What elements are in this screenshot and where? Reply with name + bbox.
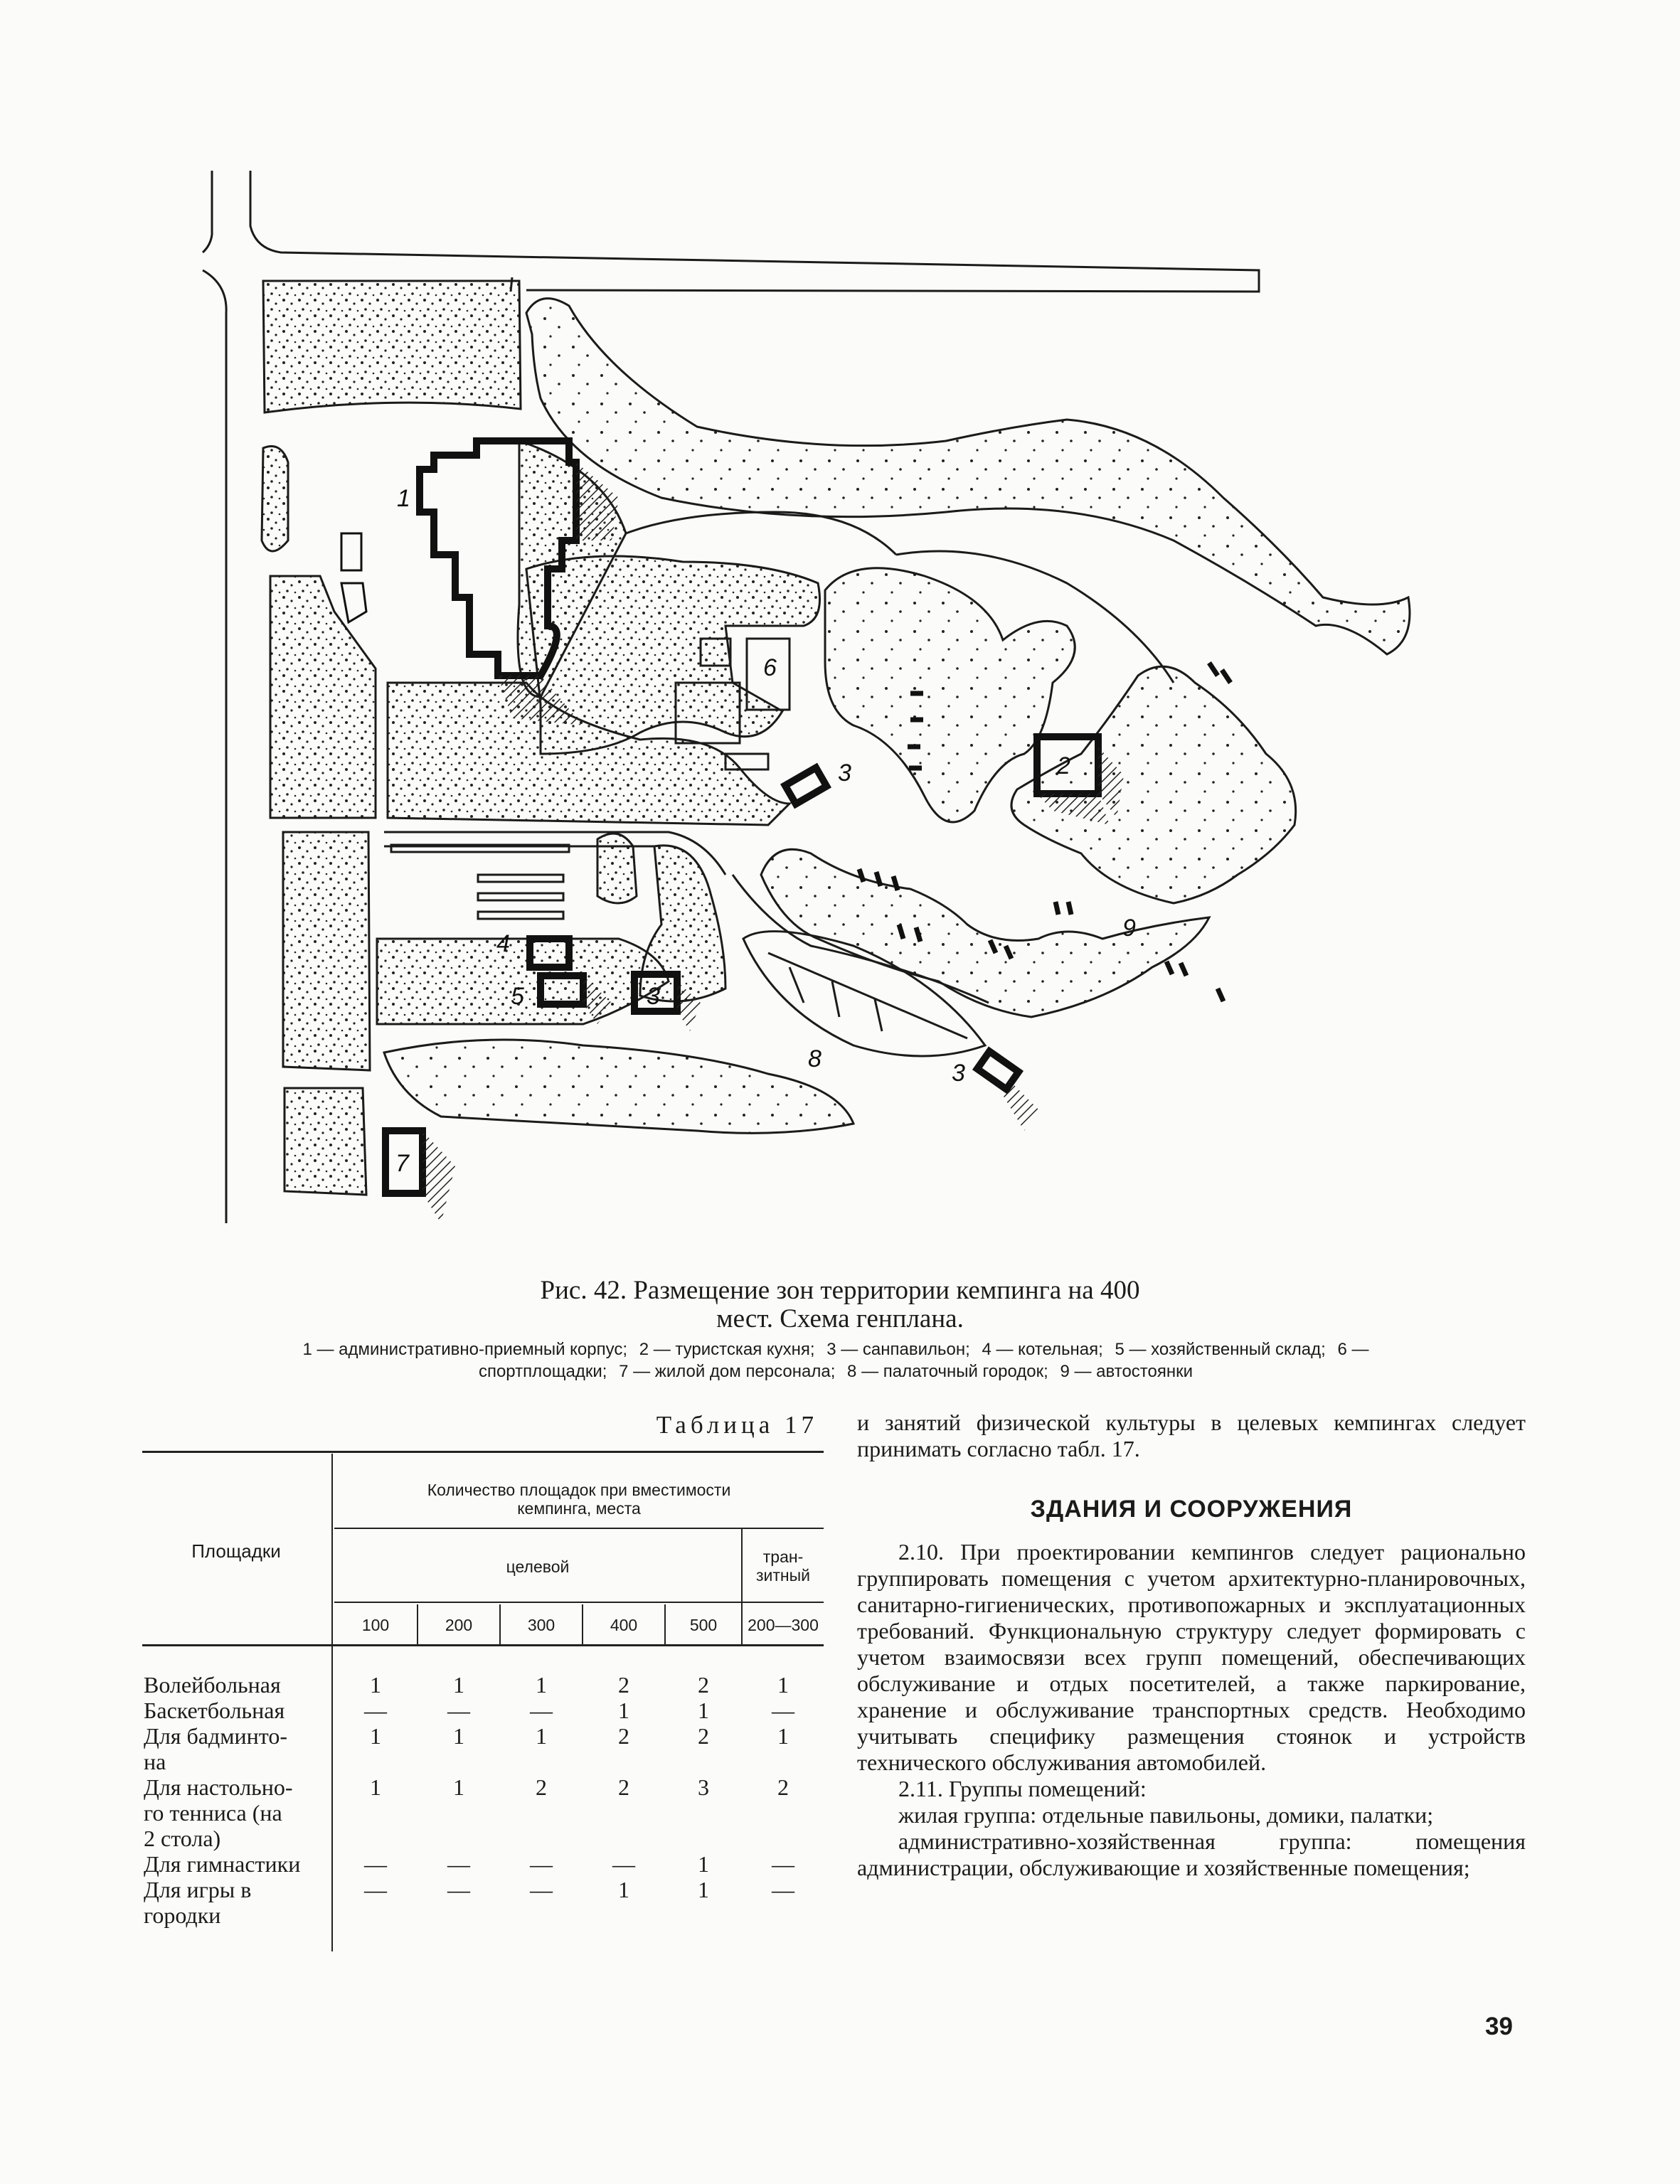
- legend-item: 5 — хозяйственный склад;: [1115, 1340, 1326, 1359]
- zone-west-bottom-strip: [283, 832, 370, 1070]
- table-cell: 2: [698, 1672, 709, 1698]
- building-3-north: [785, 768, 826, 804]
- paragraph-2-11: 2.11. Группы помещений:: [898, 1776, 1147, 1801]
- legend-item: 7 — жилой дом персонала;: [619, 1362, 836, 1381]
- table-title: Таблица 17: [656, 1411, 818, 1439]
- caption-line-2: мест. Схема генплана.: [716, 1304, 964, 1333]
- zone-east-cluster: [1011, 666, 1296, 903]
- table-cell: 2: [618, 1723, 629, 1749]
- road-edge-outer: [203, 171, 212, 252]
- zone-label-5: 5: [511, 983, 524, 1010]
- figure-caption: [0, 1277, 1680, 1333]
- table-cell: 1: [618, 1698, 629, 1723]
- row-label: Для бадминто-: [144, 1723, 287, 1749]
- zone-tent-west-band: [384, 1040, 854, 1133]
- zone-west-strip-2: [270, 576, 376, 818]
- table-cell: 2: [777, 1774, 789, 1800]
- table-cell: 3: [698, 1774, 709, 1800]
- zone-label-1: 1: [397, 485, 410, 512]
- table-cell: 1: [536, 1672, 547, 1698]
- table-cell: 1: [453, 1774, 464, 1800]
- zone-mid-lower: [640, 846, 725, 1001]
- table-cell: —: [530, 1877, 553, 1902]
- zone-label-6: 6: [763, 654, 777, 681]
- zone-label-7: 7: [395, 1150, 409, 1177]
- zone-west-small-strip: [285, 1088, 366, 1195]
- parking-strips: [391, 845, 569, 919]
- capacity-500: 500: [689, 1616, 718, 1634]
- zone-label-9: 9: [1122, 915, 1136, 942]
- table-cell: 1: [777, 1723, 789, 1749]
- table-cell: 1: [453, 1723, 464, 1749]
- zone-service-block: [377, 939, 669, 1024]
- table-header-group-1: Количество площадок при вместимости: [427, 1481, 731, 1499]
- zone-northwest-block: [263, 281, 521, 412]
- row-label: 2 стола): [144, 1826, 221, 1851]
- capacity-transit: 200—300: [748, 1616, 819, 1634]
- section-heading: ЗДАНИЯ И СООРУЖЕНИЯ: [1030, 1496, 1353, 1523]
- table-header-target: целевой: [506, 1557, 570, 1576]
- intro-paragraph: [857, 1410, 1526, 1462]
- table-cell: —: [772, 1877, 794, 1902]
- zone-label-3b: 3: [647, 983, 660, 1010]
- table-header-transit-1: тран-: [762, 1548, 804, 1566]
- table-cell: —: [447, 1698, 470, 1723]
- page-number: 39: [1485, 2013, 1513, 2040]
- table-cell: —: [530, 1851, 553, 1877]
- legend-item: 9 — автостоянки: [1060, 1362, 1193, 1381]
- legend-item: 6 —: [1337, 1340, 1369, 1359]
- table-cell: 1: [618, 1877, 629, 1902]
- table-cell: 1: [698, 1851, 709, 1877]
- zone-label-3c: 3: [952, 1060, 965, 1087]
- legend-item: 3 — санпавильон;: [826, 1340, 970, 1359]
- zone-label-2: 2: [1057, 752, 1070, 779]
- zone-small-island: [597, 833, 637, 903]
- row-label: Волейбольная: [144, 1672, 281, 1698]
- capacity-200: 200: [445, 1616, 473, 1634]
- zone-label-8: 8: [808, 1045, 822, 1072]
- road-edge-inner: [250, 171, 1259, 292]
- table-cell: 1: [536, 1723, 547, 1749]
- figure-legend: [142, 1338, 1536, 1383]
- table-cell: —: [612, 1851, 635, 1877]
- row-label: на: [144, 1749, 166, 1774]
- table-cell: —: [447, 1877, 470, 1902]
- caption-line-1: Рис. 42. Размещение зон территории кемпинга на 400: [540, 1276, 1140, 1305]
- capacity-300: 300: [527, 1616, 555, 1634]
- table-header-group-2: кемпинга, места: [517, 1499, 641, 1518]
- table-header-main: Площадки: [191, 1540, 281, 1562]
- paragraph-admin-group: административно-хозяйственная группа: помещения администрации, обслуживающие и хозяйственные помещения;: [857, 1828, 1526, 1880]
- legend-item: 2 — туристская кухня;: [639, 1340, 815, 1359]
- table-cell: —: [364, 1851, 387, 1877]
- zone-label-3a: 3: [838, 760, 851, 787]
- table-cell: —: [530, 1698, 553, 1723]
- table-cell: 1: [370, 1723, 381, 1749]
- legend-item: 1 — административно-приемный корпус;: [302, 1340, 628, 1359]
- intro-text: и занятий физической культуры в целевых кемпингах следует принимать согласно табл. 17.: [857, 1410, 1526, 1461]
- legend-item: спортплощадки;: [478, 1362, 607, 1381]
- body-text: [857, 1539, 1526, 1881]
- table-cell: —: [447, 1851, 470, 1877]
- table-cell: 1: [370, 1672, 381, 1698]
- table-cell: 1: [370, 1774, 381, 1800]
- legend-item: 4 — котельная;: [982, 1340, 1103, 1359]
- paragraph-2-10: 2.10. При проектировании кемпингов следует рационально группировать помещения с учетом архитектурно-планировочных, санитарно-гигиенических, противопожарных и эксплуатационных требований. Функциональную структуру следует формировать с учетом взаимосвязи всех групп помещений, обеспечивающих обслуживание и отдых посетителей, а также паркирование, хранение и обслуживание транспортных средств. Необходимо учитывать специфику размещения стоянок и устройств технического обслуживания автомобилей.: [857, 1539, 1526, 1775]
- paragraph-living-group: жилая группа: отдельные павильоны, домики, палатки;: [898, 1802, 1434, 1828]
- table-cell: 1: [698, 1698, 709, 1723]
- table-cell: 2: [698, 1723, 709, 1749]
- table-cell: —: [364, 1877, 387, 1902]
- table-cell: —: [364, 1698, 387, 1723]
- capacity-100: 100: [361, 1616, 390, 1634]
- zone-label-4: 4: [496, 930, 510, 957]
- capacity-400: 400: [610, 1616, 638, 1634]
- row-label: Для гимнастики: [144, 1851, 301, 1877]
- table-cell: 2: [618, 1672, 629, 1698]
- road-edge-west: [203, 270, 226, 1223]
- row-label: Для настольно-: [144, 1774, 293, 1800]
- table-cell: 2: [536, 1774, 547, 1800]
- table-cell: 1: [453, 1672, 464, 1698]
- table-header-transit-2: зитный: [755, 1566, 810, 1584]
- row-label: Баскетбольная: [144, 1698, 285, 1723]
- table-cell: —: [772, 1698, 794, 1723]
- table-cell: 1: [777, 1672, 789, 1698]
- row-label: городки: [144, 1902, 221, 1928]
- row-label: го тенниса (на: [144, 1800, 282, 1826]
- zone-west-strip-1: [262, 447, 288, 552]
- table-cell: 1: [698, 1877, 709, 1902]
- table-cell: 2: [618, 1774, 629, 1800]
- table-cell: —: [772, 1851, 794, 1877]
- legend-item: 8 — палаточный городок;: [847, 1362, 1048, 1381]
- row-label: Для игры в: [144, 1877, 252, 1902]
